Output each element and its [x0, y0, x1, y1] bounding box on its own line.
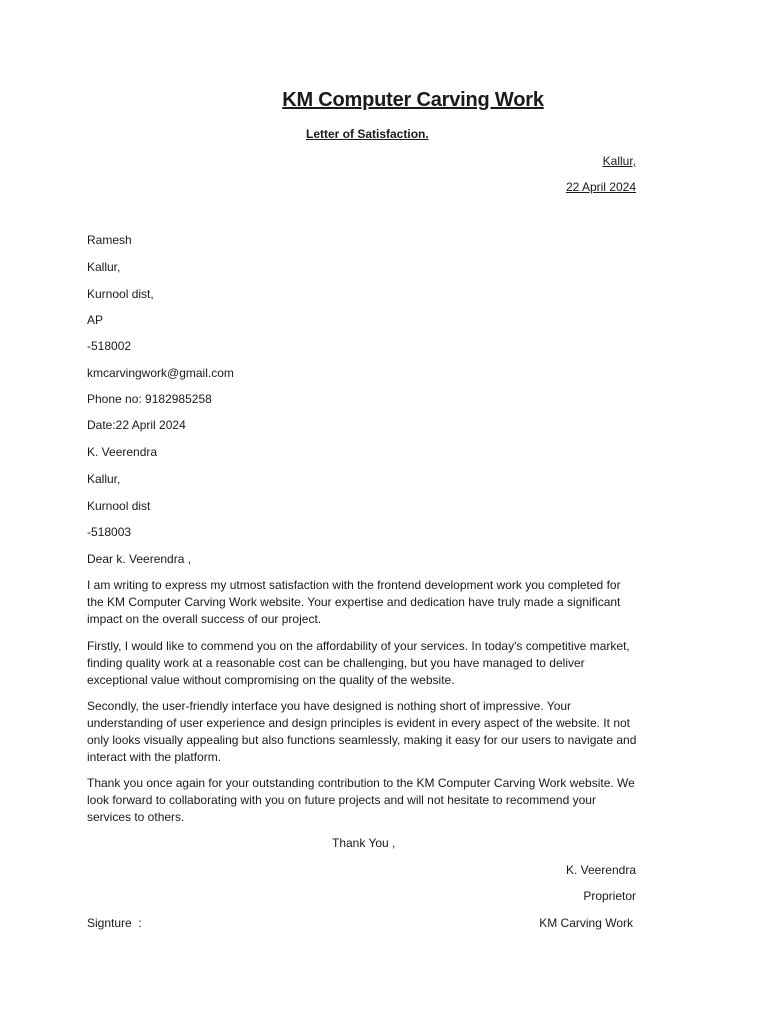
- sender-pin: -518002: [87, 339, 132, 353]
- closing-line: Thank You ,: [332, 836, 396, 850]
- signoff-role: Proprietor: [583, 889, 636, 903]
- signature-label: Signture :: [87, 916, 142, 930]
- recipient-district: Kurnool dist: [87, 499, 151, 513]
- signoff-name: K. Veerendra: [565, 863, 636, 877]
- signoff-company: KM Carving Work: [539, 916, 633, 930]
- letter-date: 22 April 2024: [565, 180, 636, 194]
- sender-district: Kurnool dist,: [87, 287, 154, 301]
- sender-state: AP: [87, 313, 104, 327]
- salutation: Dear k. Veerendra ,: [87, 552, 192, 566]
- body-paragraph: Firstly, I would like to commend you on the affordability of your services. In today's competitive market, finding quality work at a reasonable cost can be challenging, but you have managed to deliver exceptional value without compromising on the quality of the website.: [87, 639, 630, 687]
- body-paragraph: Secondly, the user-friendly interface you have designed is nothing short of impressive. Your understanding of user experience and design principles is evident in every aspect of the website. It not only looks visually appealing but also functions seamlessly, making it easy for our users to navigate and interact with the platform.: [87, 699, 637, 764]
- sender-email: kmcarvingwork@gmail.com: [87, 366, 234, 380]
- sender-city: Kallur,: [87, 260, 121, 274]
- letter-subtitle: Letter of Satisfaction.: [306, 127, 429, 141]
- recipient-pin: -518003: [87, 525, 132, 539]
- recipient-city: Kallur,: [87, 472, 121, 486]
- sender-name: Ramesh: [87, 233, 132, 247]
- sender-date-line: Date:22 April 2024: [87, 418, 186, 432]
- letter-place: Kallur,: [602, 154, 636, 168]
- letter-title: KM Computer Carving Work: [282, 89, 544, 111]
- recipient-name: K. Veerendra: [87, 445, 158, 459]
- body-paragraph: Thank you once again for your outstanding contribution to the KM Computer Carving Work website. We look forward to collaborating with you on future projects and will not hesitate to recommend your services to others.: [87, 776, 635, 824]
- sender-phone: Phone no: 9182985258: [87, 392, 212, 406]
- body-paragraph: I am writing to express my utmost satisfaction with the frontend development work you completed for the KM Computer Carving Work website. Your expertise and dedication have truly made a significant impact on the overall success of our project.: [87, 578, 621, 626]
